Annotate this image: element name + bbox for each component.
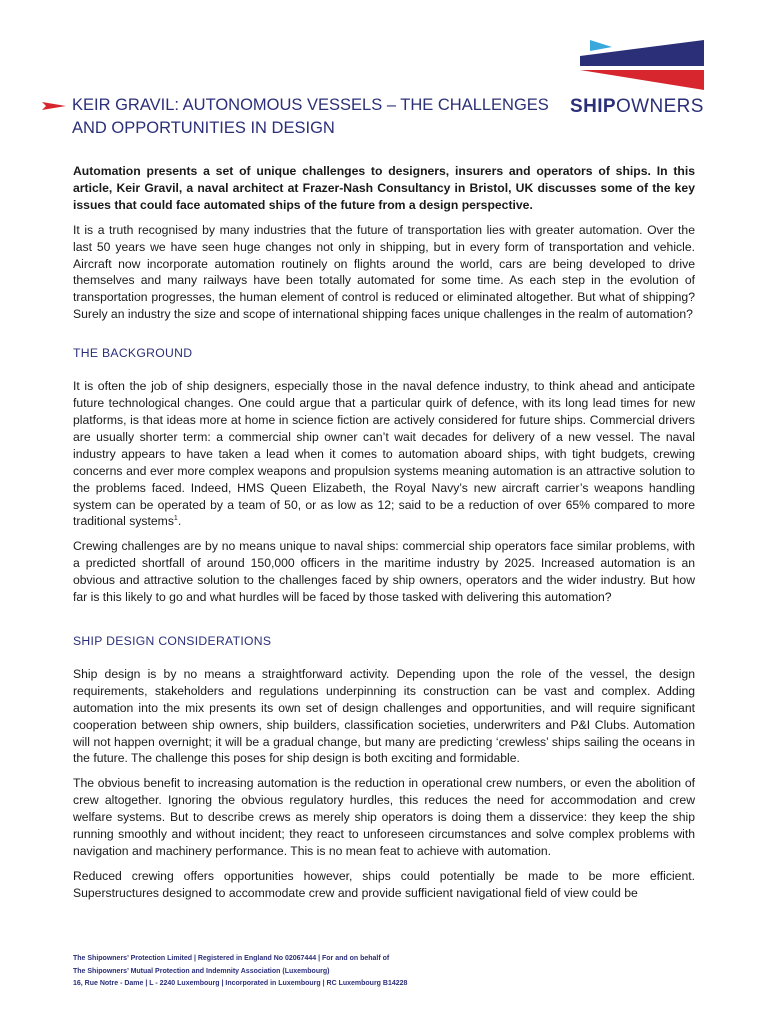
logo-wordmark-bold: SHIP bbox=[570, 96, 616, 117]
body-paragraph: Reduced crewing offers opportunities however, ships could potentially be made to be more efficient. Superstructures designed to accommodate crew and provide sufficient navigational field of view could be bbox=[73, 868, 695, 900]
logo-wordmark-regular: OWNERS bbox=[615, 96, 704, 117]
shipowners-logo bbox=[570, 38, 706, 118]
footnote-marker: 1 bbox=[173, 515, 178, 523]
section-heading-ship-design: SHIP DESIGN CONSIDERATIONS bbox=[73, 633, 272, 648]
footer-line: The Shipowners’ Mutual Protection and Indemnity Association (Luxembourg) bbox=[73, 967, 330, 975]
section-heading-background: THE BACKGROUND bbox=[73, 346, 193, 361]
body-paragraph: Ship design is by no means a straightforward activity. Depending upon the role of the vessel, the design requirements, stakeholders and regulations underpinning its construction can be vast and complex. Adding automation into the mix presents its own set of design challenges and opportunities, and will require significant cooperation between ship owners, ship builders, classification societies, underwriters and P&I Clubs. Automation will not happen overnight; it will be a gradual change, but many are predicting ‘crewless’ ships sailing the oceans in the future. The challenge this poses for ship design is both exciting and formidable. bbox=[73, 666, 695, 766]
page-footer bbox=[73, 953, 695, 991]
body-paragraph bbox=[73, 378, 695, 530]
body-paragraph: Crewing challenges are by no means unique to naval ships: commercial ship operators face similar problems, with a predicted shortfall of around 150,000 officers in the maritime industry by 2025. Increased automation is an obvious and attractive solution to the challenges faced by ship owners, operators and the wider industry. But how far is this likely to go and what hurdles will be faced by those tasked with delivering this automation? bbox=[73, 539, 695, 605]
red-arrow-icon bbox=[42, 100, 66, 112]
footer-line: 16, Rue Notre - Dame | L - 2240 Luxembourg | Incorporated in Luxembourg | RC Luxembourg B14228 bbox=[73, 980, 408, 987]
intro-paragraph: Automation presents a set of unique challenges to designers, insurers and operators of ships. In this article, Keir Gravil, a naval architect at Frazer-Nash Consultancy in Bristol, UK discusses some of the key issues that could face automated ships of the future from a design perspective. bbox=[73, 164, 695, 212]
article-title: KEIR GRAVIL: AUTONOMOUS VESSELS – THE CHALLENGES AND OPPORTUNITIES IN DESIGN bbox=[72, 96, 549, 137]
logo-sail-graphic bbox=[578, 38, 706, 92]
footer-line: The Shipowners’ Protection Limited | Registered in England No 02067444 | For and on behalf of bbox=[73, 955, 390, 962]
article-body bbox=[73, 163, 695, 910]
body-paragraph-text: It is often the job of ship designers, especially those in the naval defence industry, to think ahead and anticipate future technological changes. One could argue that a particular quirk of defence, with its long lead times for new platforms, is that ideas more at home in science fiction are actively considered for future ships. Commercial drivers are usually shorter term: a commercial ship owner can’t wait decades for delivery of a new vessel. The naval industry appears to have taken a lead when it comes to automation aboard ships, with tight budgets, crewing concerns and ever more complex weapons and propulsion systems meaning automation is an attractive solution to the problems faced. Indeed, HMS Queen Elizabeth, the Royal Navy’s new aircraft carrier’s weapons handling system can be operated by a team of 50, or as low as 12; said to be a reduction of over 65% compared to more traditional systems bbox=[73, 379, 695, 529]
body-paragraph: It is a truth recognised by many industries that the future of transportation lies with greater automation. Over the last 50 years we have seen huge changes not only in shipping, but in every form of transportation and vehicle. Aircraft now incorporate automation routinely on flights around the world, cars are being developed to drive themselves and many railways have been totally automated for some time. As each step in the evolution of transportation progresses, the human element of control is reduced or eliminated altogether. But what of shipping? Surely an industry the size and scope of international shipping faces unique challenges in the realm of automation? bbox=[73, 222, 695, 322]
logo-wordmark bbox=[570, 96, 710, 120]
body-paragraph: The obvious benefit to increasing automation is the reduction in operational crew numbers, or even the abolition of crew altogether. Ignoring the obvious regulatory hurdles, this reduces the need for accommodation and crew welfare systems. But to describe crews as merely ship operators is doing them a disservice: they keep the ship running smoothly and without incident; they react to unforeseen circumstances and solve complex problems with navigation and machinery performance. This is no mean feat to achieve with automation. bbox=[73, 776, 695, 858]
body-paragraph-end: . bbox=[177, 514, 182, 529]
